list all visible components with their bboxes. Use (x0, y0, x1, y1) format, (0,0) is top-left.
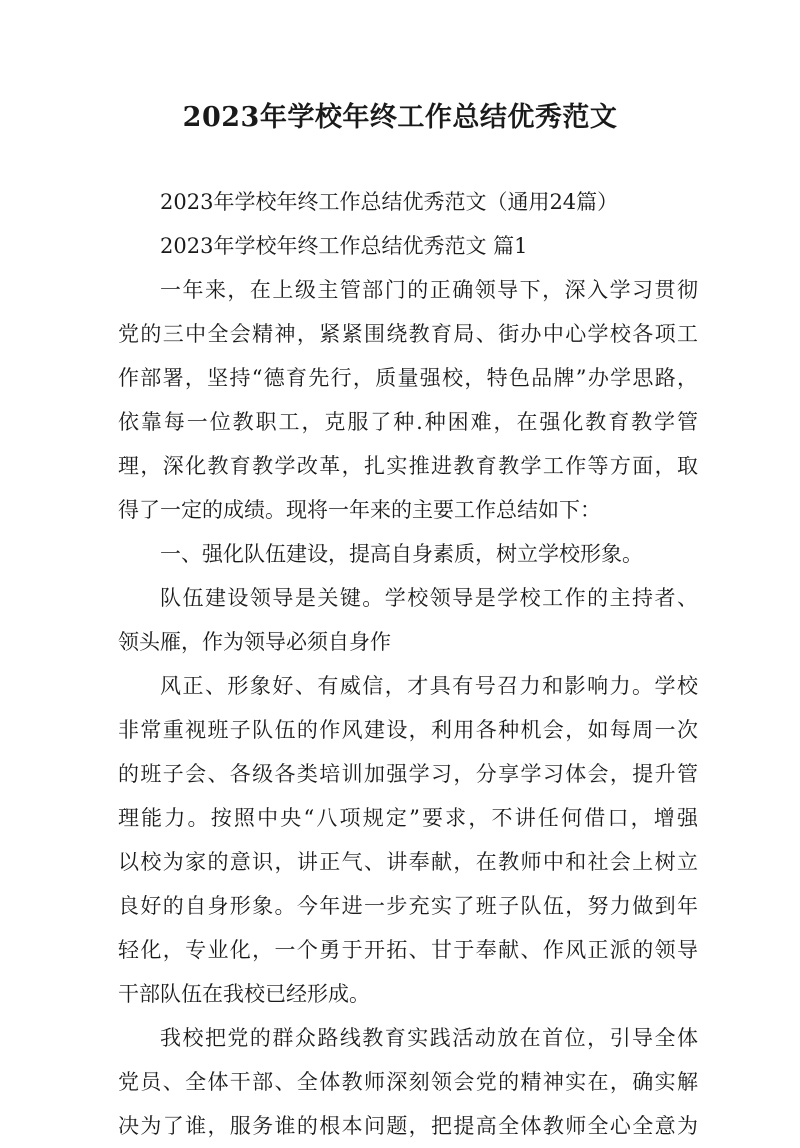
paragraph-line: 党的三中全会精神，紧紧围绕教育局、街办中心学校各项工 (118, 322, 698, 346)
paragraph-line: 领头雁，作为领导必须自身作 (118, 630, 391, 654)
paragraph-line: 依靠每一位教职工，克服了种.种困难，在强化教育教学管 (118, 410, 698, 434)
paragraph-line: 以校为家的意识，讲正气、讲奉献，在教师中和社会上树立 (118, 850, 698, 874)
paragraph-line: 干部队伍在我校已经形成。 (118, 982, 370, 1006)
document-body (118, 180, 698, 1148)
paragraph-line: 一、强化队伍建设，提高自身素质，树立学校形象。 (160, 542, 643, 566)
paragraph-line: 决为了谁，服务谁的根本问题，把提高全体教师全心全意为 (118, 1114, 698, 1138)
section-heading: 2023年学校年终工作总结优秀范文 篇1 (160, 234, 528, 258)
paragraph-line: 我校把党的群众路线教育实践活动放在首位，引导全体 (160, 1026, 698, 1050)
document-subtitle: 2023年学校年终工作总结优秀范文（通用24篇） (160, 190, 619, 214)
paragraph-line: 轻化，专业化，一个勇于开拓、甘于奉献、作风正派的领导 (118, 938, 698, 962)
paragraph-line: 队伍建设领导是关键。学校领导是学校工作的主持者、 (160, 586, 698, 610)
paragraph-line: 理能力。按照中央“八项规定”要求，不讲任何借口，增强 (118, 806, 698, 830)
paragraph-line: 良好的自身形象。今年进一步充实了班子队伍，努力做到年 (118, 894, 698, 918)
paragraph-line: 一年来，在上级主管部门的正确领导下，深入学习贯彻 (160, 278, 698, 302)
paragraph-line: 得了一定的成绩。现将一年来的主要工作总结如下： (118, 498, 601, 522)
paragraph-line: 风正、形象好、有威信，才具有号召力和影响力。学校 (160, 674, 698, 698)
paragraph-line: 非常重视班子队伍的作风建设，利用各种机会，如每周一次 (118, 718, 698, 742)
paragraph-line: 理，深化教育教学改革，扎实推进教育教学工作等方面，取 (118, 454, 698, 478)
paragraph-line: 作部署，坚持“德育先行，质量强校，特色品牌”办学思路， (118, 366, 698, 390)
paragraph-line: 的班子会、各级各类培训加强学习，分享学习体会，提升管 (118, 762, 698, 786)
paragraph-line: 党员、全体干部、全体教师深刻领会党的精神实在，确实解 (118, 1070, 698, 1094)
document-title: 2023年学校年终工作总结优秀范文 (182, 102, 618, 133)
